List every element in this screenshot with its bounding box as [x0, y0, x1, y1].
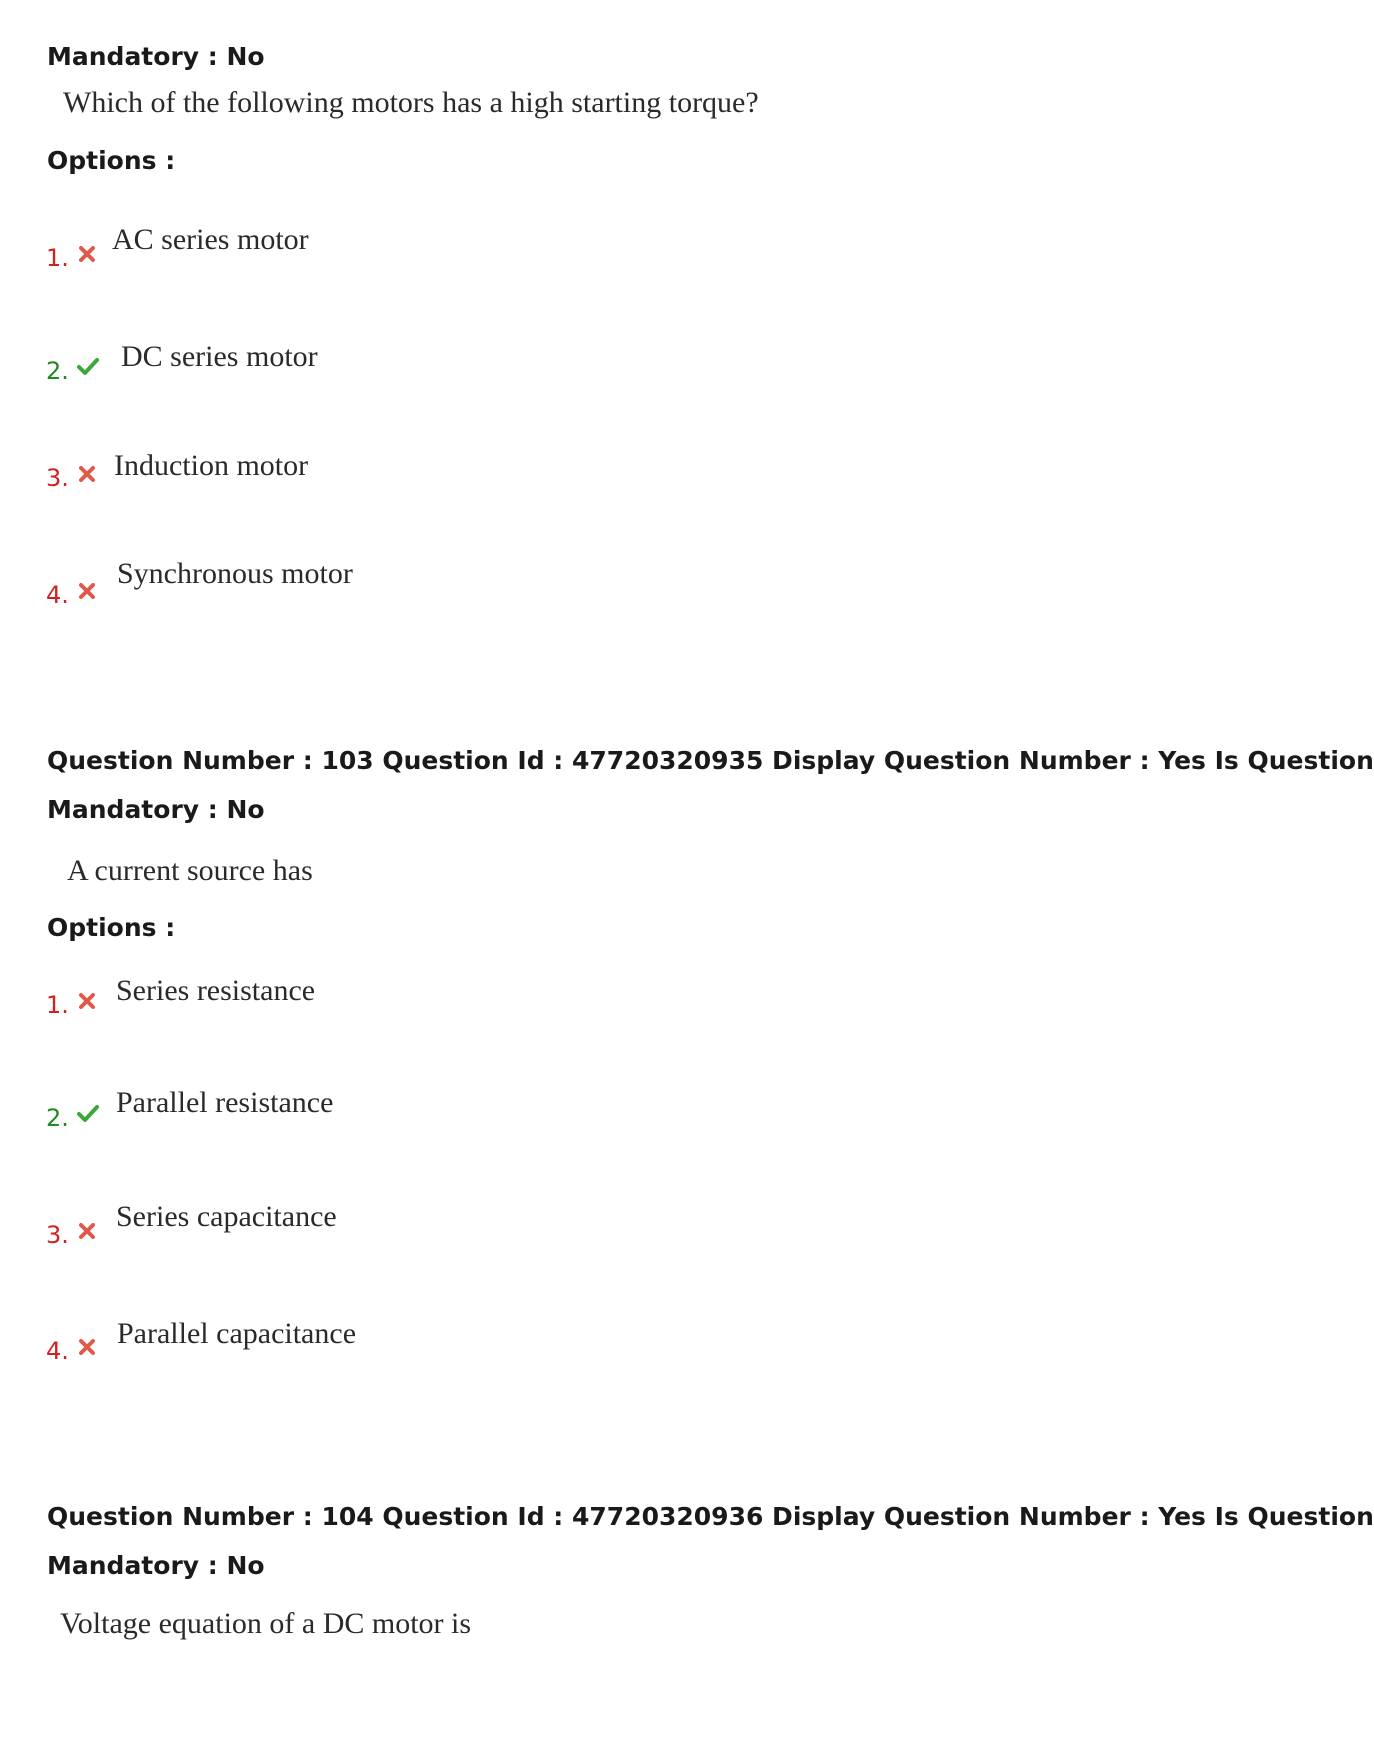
- q103-option-4-number: 4.: [46, 1337, 69, 1365]
- q103-option-1-text: Series resistance: [116, 974, 316, 1007]
- q102-option-4-number: 4.: [46, 581, 69, 609]
- q103-option-2-text: Parallel resistance: [116, 1086, 334, 1119]
- q103-options-label: Options :: [47, 913, 176, 942]
- q103-question-text: A current source has: [67, 854, 313, 887]
- q102-question-text: Which of the following motors has a high starting torque?: [63, 86, 759, 119]
- q103-option-3-number: 3.: [46, 1221, 69, 1249]
- check-icon: [76, 355, 100, 377]
- q103-option-4-text: Parallel capacitance: [117, 1317, 357, 1350]
- q103-option-1-number: 1.: [46, 991, 69, 1019]
- q104-header: Question Number : 104 Question Id : 47720320936 Display Question Number : Yes Is Question: [47, 1502, 1374, 1531]
- cross-icon: [76, 463, 98, 485]
- q102-mandatory: Mandatory : No: [47, 42, 265, 71]
- check-icon: [76, 1102, 100, 1124]
- cross-icon: [76, 243, 98, 265]
- q104-question-text: Voltage equation of a DC motor is: [60, 1607, 472, 1640]
- q102-options-label: Options :: [47, 146, 176, 175]
- q103-mandatory: Mandatory : No: [47, 795, 265, 824]
- q103-option-3-text: Series capacitance: [116, 1200, 337, 1233]
- q102-option-4-text: Synchronous motor: [117, 557, 353, 590]
- cross-icon: [76, 1220, 98, 1242]
- q103-header: Question Number : 103 Question Id : 47720320935 Display Question Number : Yes Is Question: [47, 746, 1374, 775]
- q102-option-1-number: 1.: [46, 244, 69, 272]
- q102-option-2-number: 2.: [46, 357, 69, 385]
- cross-icon: [76, 1336, 98, 1358]
- q103-option-2-number: 2.: [46, 1104, 69, 1132]
- cross-icon: [76, 990, 98, 1012]
- cross-icon: [76, 580, 98, 602]
- q102-option-3-number: 3.: [46, 464, 69, 492]
- q102-option-2-text: DC series motor: [121, 340, 318, 373]
- q104-mandatory: Mandatory : No: [47, 1551, 265, 1580]
- q102-option-1-text: AC series motor: [112, 223, 309, 256]
- q102-option-3-text: Induction motor: [114, 449, 309, 482]
